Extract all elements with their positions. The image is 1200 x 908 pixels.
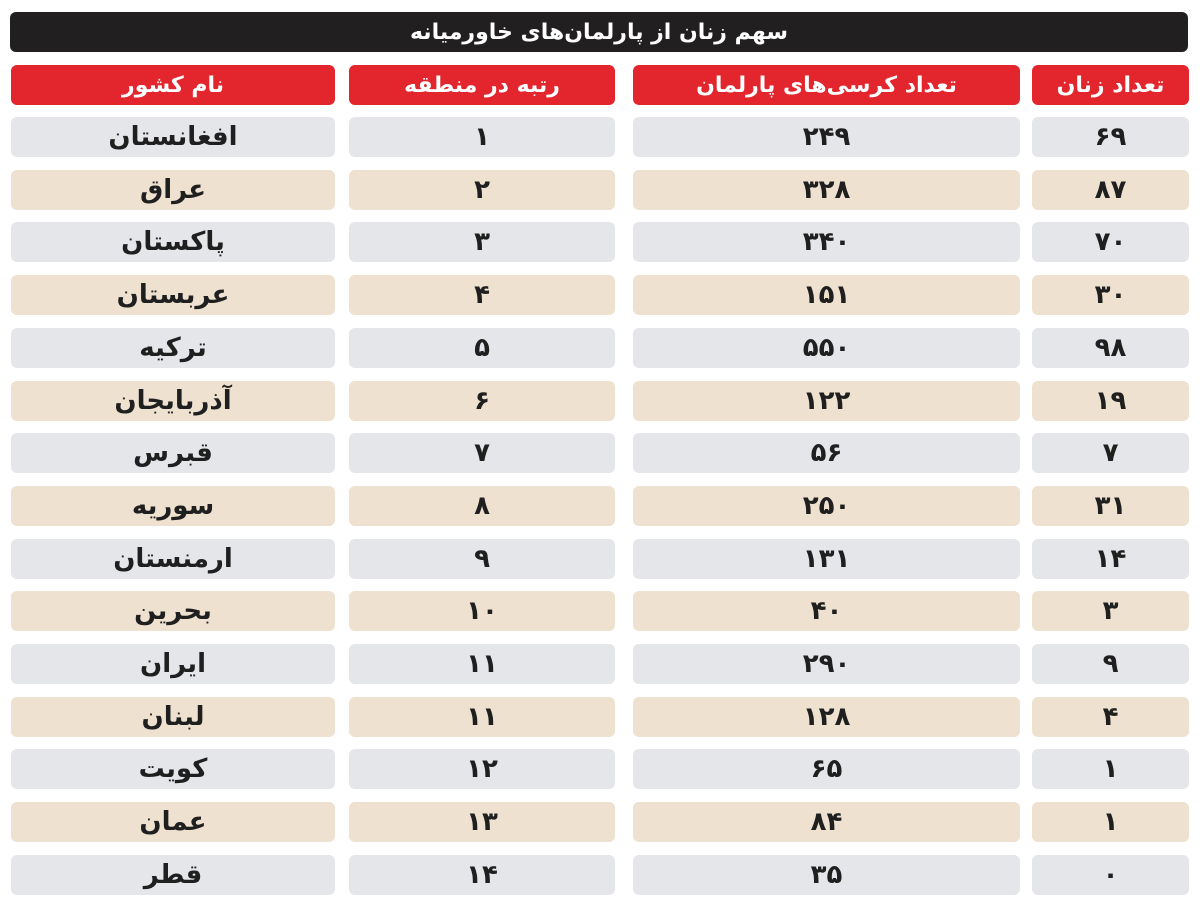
cell-regional-rank: ۱۳ [349, 802, 615, 842]
cell-regional-rank: ۶ [349, 381, 615, 421]
cell-country-name: ترکیه [11, 328, 335, 368]
header-parliament-seats: تعداد کرسی‌های پارلمان [633, 65, 1020, 105]
cell-country-name: قطر [11, 855, 335, 895]
cell-parliament-seats: ۲۹۰ [633, 644, 1020, 684]
cell-women-count: ۳ [1032, 591, 1189, 631]
cell-parliament-seats: ۲۴۹ [633, 117, 1020, 157]
cell-parliament-seats: ۵۶ [633, 433, 1020, 473]
cell-country-name: بحرین [11, 591, 335, 631]
cell-regional-rank: ۸ [349, 486, 615, 526]
cell-country-name: کویت [11, 749, 335, 789]
cell-women-count: ۷ [1032, 433, 1189, 473]
cell-women-count: ۳۰ [1032, 275, 1189, 315]
cell-women-count: ۰ [1032, 855, 1189, 895]
cell-parliament-seats: ۲۵۰ [633, 486, 1020, 526]
cell-parliament-seats: ۱۳۱ [633, 539, 1020, 579]
cell-parliament-seats: ۱۲۸ [633, 697, 1020, 737]
cell-country-name: عراق [11, 170, 335, 210]
cell-country-name: لبنان [11, 697, 335, 737]
cell-women-count: ۱۹ [1032, 381, 1189, 421]
cell-regional-rank: ۷ [349, 433, 615, 473]
cell-regional-rank: ۱۱ [349, 697, 615, 737]
header-women-count: تعداد زنان [1032, 65, 1189, 105]
cell-parliament-seats: ۱۵۱ [633, 275, 1020, 315]
cell-women-count: ۹۸ [1032, 328, 1189, 368]
cell-women-count: ۷۰ [1032, 222, 1189, 262]
cell-country-name: ارمنستان [11, 539, 335, 579]
cell-regional-rank: ۱۲ [349, 749, 615, 789]
cell-parliament-seats: ۳۲۸ [633, 170, 1020, 210]
cell-women-count: ۱ [1032, 802, 1189, 842]
cell-women-count: ۹ [1032, 644, 1189, 684]
cell-regional-rank: ۴ [349, 275, 615, 315]
cell-parliament-seats: ۳۴۰ [633, 222, 1020, 262]
cell-regional-rank: ۱ [349, 117, 615, 157]
cell-parliament-seats: ۴۰ [633, 591, 1020, 631]
cell-regional-rank: ۹ [349, 539, 615, 579]
cell-country-name: آذربایجان [11, 381, 335, 421]
cell-country-name: عربستان [11, 275, 335, 315]
cell-country-name: قبرس [11, 433, 335, 473]
cell-women-count: ۱۴ [1032, 539, 1189, 579]
cell-parliament-seats: ۶۵ [633, 749, 1020, 789]
cell-regional-rank: ۱۰ [349, 591, 615, 631]
cell-women-count: ۳۱ [1032, 486, 1189, 526]
table-title: سهم زنان از پارلمان‌های خاورمیانه [10, 12, 1188, 52]
cell-parliament-seats: ۸۴ [633, 802, 1020, 842]
cell-country-name: عمان [11, 802, 335, 842]
cell-regional-rank: ۱۴ [349, 855, 615, 895]
cell-parliament-seats: ۵۵۰ [633, 328, 1020, 368]
cell-country-name: پاکستان [11, 222, 335, 262]
cell-country-name: افغانستان [11, 117, 335, 157]
cell-parliament-seats: ۱۲۲ [633, 381, 1020, 421]
cell-regional-rank: ۱۱ [349, 644, 615, 684]
cell-country-name: سوریه [11, 486, 335, 526]
cell-regional-rank: ۲ [349, 170, 615, 210]
cell-women-count: ۴ [1032, 697, 1189, 737]
header-country-name: نام کشور [11, 65, 335, 105]
cell-parliament-seats: ۳۵ [633, 855, 1020, 895]
cell-women-count: ۱ [1032, 749, 1189, 789]
cell-regional-rank: ۵ [349, 328, 615, 368]
cell-country-name: ایران [11, 644, 335, 684]
cell-women-count: ۸۷ [1032, 170, 1189, 210]
header-regional-rank: رتبه در منطقه [349, 65, 615, 105]
cell-regional-rank: ۳ [349, 222, 615, 262]
cell-women-count: ۶۹ [1032, 117, 1189, 157]
